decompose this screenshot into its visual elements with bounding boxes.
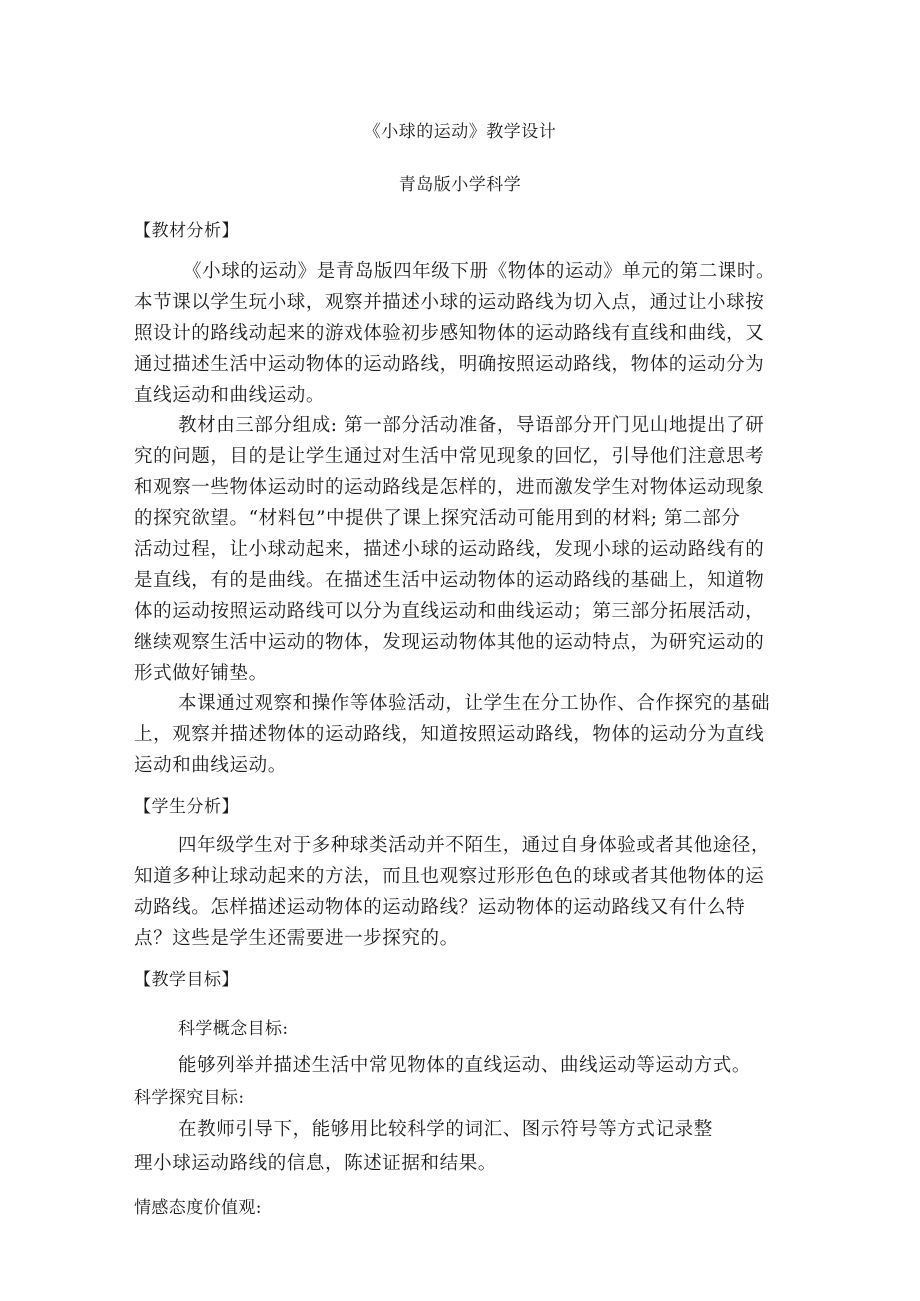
paragraph-line: 照设计的路线动起来的游戏体验初步感知物体的运动路线有直线和曲线，又	[134, 323, 765, 344]
section-heading-teaching-objectives: 【教学目标】	[134, 970, 239, 990]
paragraph-line: 活动过程，让小球动起来，描述小球的运动路线，发现小球的运动路线有的	[134, 539, 765, 560]
paragraph-line: 四年级学生对于多种球类活动并不陌生，通过自身体验或者其他途径，	[178, 835, 771, 856]
paragraph-line: 《小球的运动》是青岛版四年级下册《物体的运动》单元的第二课时。	[183, 261, 776, 282]
document-title: 《小球的运动》教学设计	[363, 122, 557, 142]
paragraph-line: 知道多种让球动起来的方法，而且也观察过形形色色的球或者其他物体的运	[134, 866, 765, 887]
paragraph-line: 是直线，有的是曲线。在描述生活中运动物体的运动路线的基础上，知道物	[134, 570, 765, 591]
paragraph-line: 点？这些是学生还需要进一步探究的。	[134, 928, 459, 949]
paragraph-line: 直线运动和曲线运动。	[134, 385, 326, 406]
objective-label-attitude: 情感态度价值观:	[134, 1198, 262, 1218]
paragraph-line: 形式做好铺垫。	[134, 663, 268, 684]
section-heading-student-analysis: 【学生分析】	[134, 797, 239, 817]
paragraph-line: 本课通过观察和操作等体验活动，让学生在分工协作、合作探究的基础	[178, 693, 771, 714]
paragraph-line: 通过描述生活中运动物体的运动路线，明确按照运动路线，物体的运动分为	[134, 354, 765, 375]
paragraph-line: 继续观察生活中运动的物体，发现运动物体其他的运动特点，为研究运动的	[134, 632, 765, 653]
paragraph-line: 在教师引导下，能够用比较科学的词汇、图示符号等方式记录整	[178, 1119, 713, 1140]
paragraph-line: 的探究欲望。“材料包”中提供了课上探究活动可能用到的材料; 第二部分	[134, 508, 741, 529]
paragraph-line: 上，观察并描述物体的运动路线，知道按照运动路线，物体的运动分为直线	[134, 724, 765, 745]
document-subtitle: 青岛版小学科学	[398, 175, 522, 195]
paragraph-line: 和观察一些物体运动时的运动路线是怎样的，进而激发学生对物体运动现象	[134, 477, 765, 498]
paragraph-line: 本节课以学生玩小球，观察并描述小球的运动路线为切入点，通过让小球按	[134, 292, 765, 313]
objective-label-inquiry: 科学探究目标:	[134, 1088, 245, 1108]
paragraph-line: 能够列举并描述生活中常见物体的直线运动、曲线运动等运动方式。	[178, 1055, 752, 1076]
paragraph-line: 动路线。怎样描述运动物体的运动路线？运动物体的运动路线又有什么特	[134, 897, 746, 918]
paragraph-line: 运动和曲线运动。	[134, 755, 287, 776]
paragraph-line: 理小球运动路线的信息，陈述证据和结果。	[134, 1153, 497, 1174]
paragraph-line: 体的运动按照运动路线可以分为直线运动和曲线运动；第三部分拓展活动，	[134, 601, 765, 622]
section-heading-textbook-analysis: 【教材分析】	[134, 221, 239, 241]
paragraph-line: 究的问题，目的是让学生通过对生活中常见现象的回忆，引导他们注意思考	[134, 446, 765, 467]
paragraph-line: 教材由三部分组成: 第一部分活动准备，导语部分开门见山地提出了研	[178, 415, 765, 436]
objective-label-concept: 科学概念目标:	[178, 1019, 289, 1039]
